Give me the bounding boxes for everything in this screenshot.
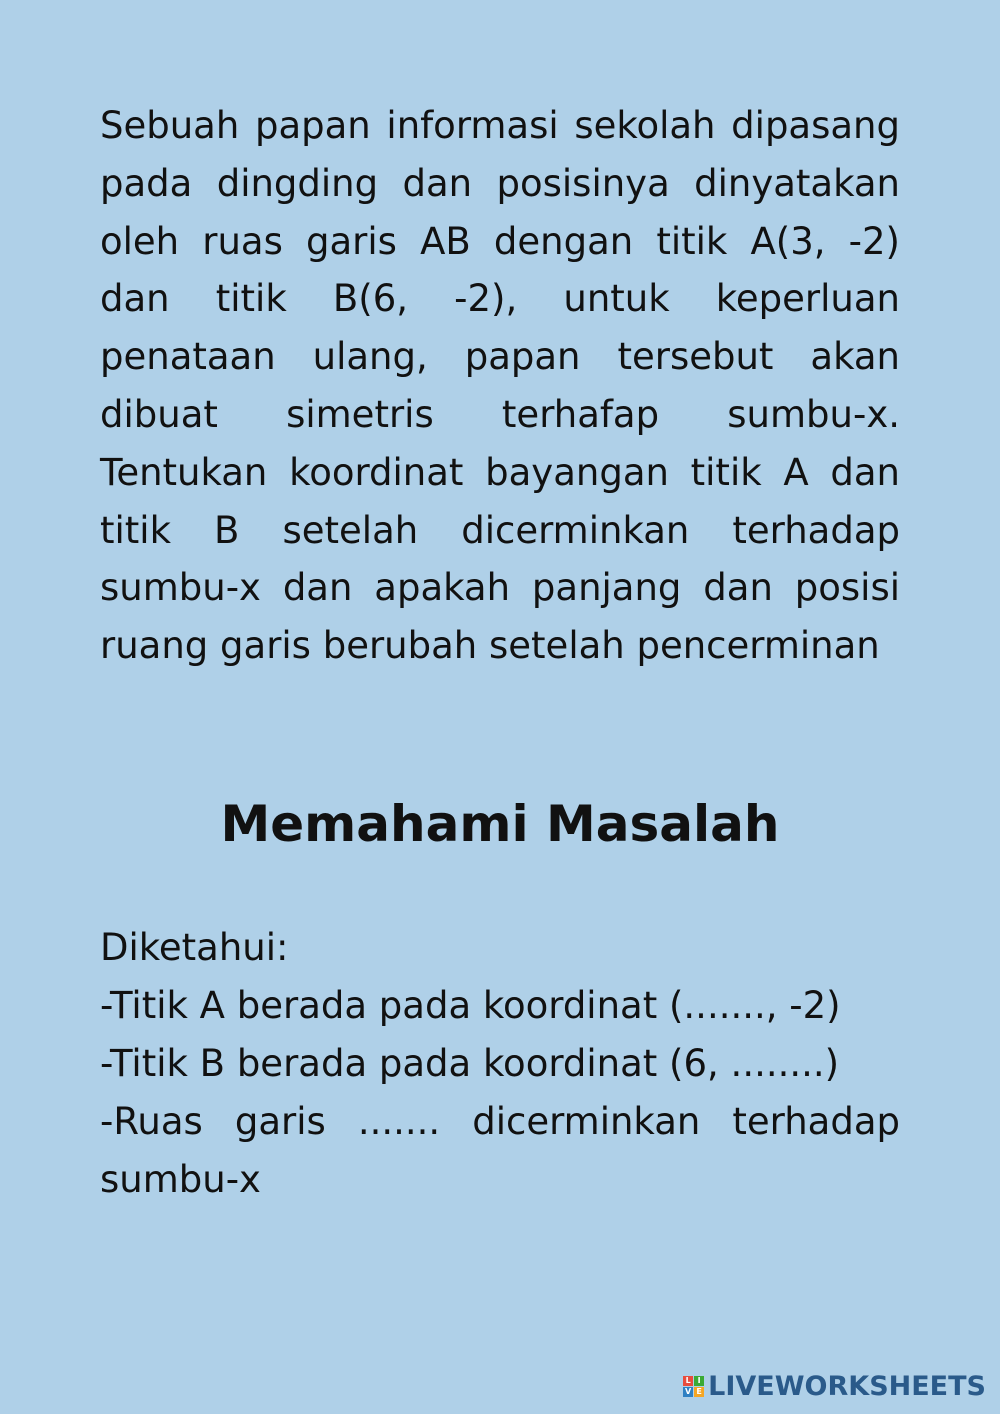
problem-statement: Sebuah papan informasi sekolah dipasang pada dingding dan posisinya dinyatakan oleh ruas garis AB dengan titik A(3, -2) dan titik B(6, -2), untuk keperluan penataan ulang, papan tersebut akan dibuat simetris terhafap sumbu-x. Tentukan koordinat bayangan titik A dan titik B setelah dicerminkan terhadap sumbu-x dan apakah panjang dan posisi ruang garis berubah setelah pencerminan <box>100 104 900 668</box>
known-segment: -Ruas garis ....... dicerminkan terhadap sumbu-x <box>100 1100 900 1201</box>
logo-letter-i: I <box>694 1376 704 1386</box>
logo-letter-l: L <box>683 1376 693 1386</box>
logo-letter-e: E <box>694 1387 704 1397</box>
known-heading: Diketahui: <box>100 926 289 969</box>
liveworksheets-logo <box>683 1371 986 1402</box>
known-point-a: -Titik A berada pada koordinat (......., -2) <box>100 984 841 1027</box>
section-title: Memahami Masalah <box>220 795 780 853</box>
known-section <box>100 919 900 1209</box>
known-point-b: -Titik B berada pada koordinat (6, ........) <box>100 1042 840 1085</box>
liveworksheets-icon <box>683 1376 704 1397</box>
logo-letter-v: V <box>685 1387 692 1396</box>
worksheet-page <box>100 97 900 1201</box>
brand-name: LIVEWORKSHEETS <box>708 1371 986 1402</box>
